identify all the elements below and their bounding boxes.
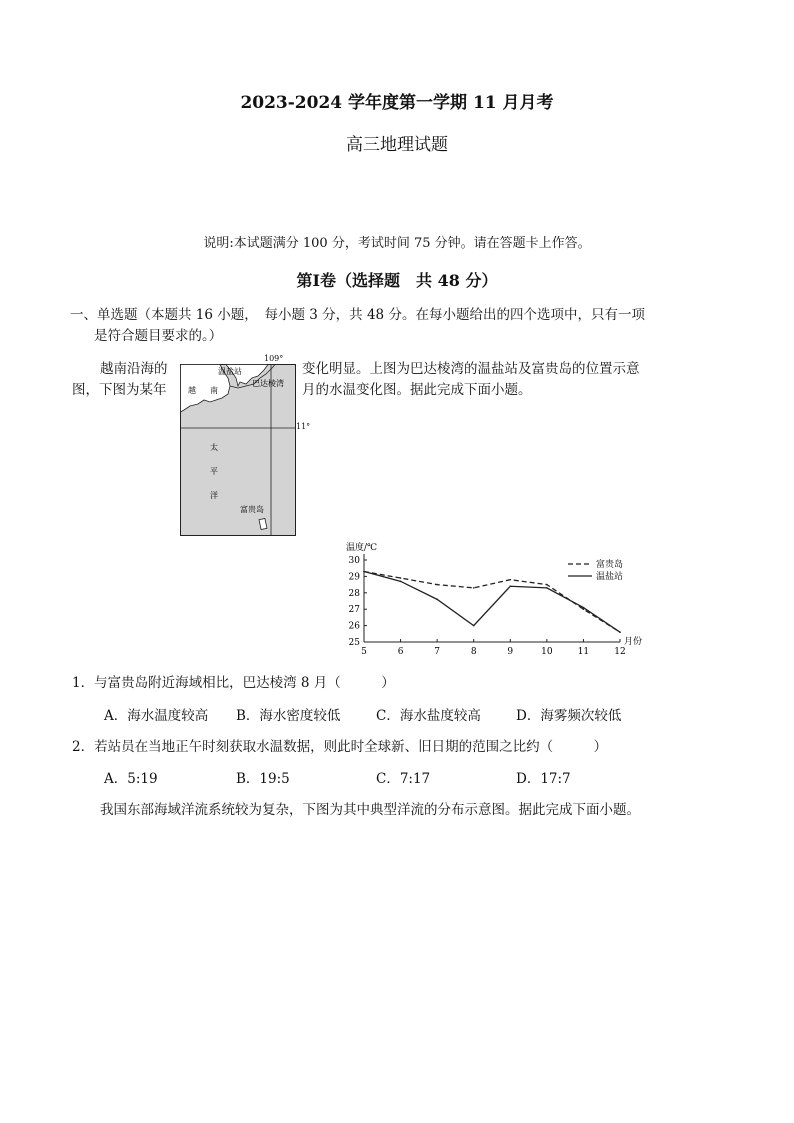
part-intro-line1: 一、单选题（本题共 16 小题， 每小题 3 分，共 48 分。在每小题给出的四个选项中，只有一项: [70, 307, 645, 323]
chart-y-tick-label: 27: [348, 605, 360, 616]
chart-legend-label: 富贵岛: [596, 560, 624, 570]
map-label-longitude: 109°: [264, 354, 284, 363]
chart-data-point: [473, 587, 475, 589]
part-intro-line2: 是符合题目要求的。）: [94, 328, 223, 344]
chart-series-line-1: [364, 571, 620, 632]
chart-x-tick-label: 12: [614, 647, 626, 657]
question-1-option-a[interactable]: A．海水温度较高: [104, 708, 209, 724]
map-label-island: 富贵岛: [240, 505, 264, 514]
map-label-latitude: 11°: [296, 422, 311, 431]
question-1-option-c[interactable]: C．海水盐度较高: [376, 708, 481, 724]
chart-data-point: [400, 581, 402, 583]
map-label-tai: 太: [210, 443, 218, 452]
chart-data-point: [619, 631, 621, 633]
question-2-option-b[interactable]: B．19:5: [236, 771, 290, 787]
chart-data-point: [363, 571, 365, 573]
chart-data-point: [473, 625, 475, 627]
passage1-line2-start: 图，下图为某年: [72, 382, 167, 398]
map-label-viet: 越: [188, 386, 196, 395]
exam-title: 2023-2024 学年度第一学期 11 月月考: [240, 93, 554, 113]
chart-data-point: [436, 584, 438, 586]
chart-x-tick-label: 11: [577, 647, 590, 657]
chart-series-line-2: [364, 571, 620, 632]
chart-y-tick-label: 29: [348, 572, 360, 583]
exam-subtitle: 高三地理试题: [346, 135, 448, 155]
chart-data-point: [509, 585, 511, 587]
passage1-line1-start: 越南沿海的: [100, 361, 168, 377]
chart-y-tick-label: 30: [348, 556, 360, 566]
passage1-line1-end: 变化明显。上图为巴达棱湾的温盐站及富贵岛的位置示意: [302, 361, 640, 377]
chart-y-tick-label: 28: [348, 588, 360, 599]
chart-x-tick-label: 7: [434, 647, 441, 657]
chart-y-tick-label: 26: [348, 621, 360, 632]
chart-data-point: [436, 599, 438, 601]
chart-data-point: [546, 587, 548, 589]
chart-data-point: [546, 584, 548, 586]
question-1-stem: 1．与富贵岛附近海域相比，巴达棱湾 8 月（ ）: [72, 675, 395, 691]
chart-data-point: [400, 577, 402, 579]
chart-x-tick-label: 6: [397, 647, 404, 657]
chart-y-axis-title: 温度/℃: [346, 543, 378, 553]
chart-data-point: [509, 579, 511, 581]
question-2-option-a[interactable]: A．5:19: [104, 771, 158, 787]
chart-x-tick-label: 5: [361, 647, 367, 657]
chart-x-axis-title: 月份: [624, 637, 643, 647]
chart-legend-label: 温盐站: [596, 572, 624, 582]
map-label-yang: 洋: [210, 491, 218, 500]
exam-instructions: 说明:本试题满分 100 分，考试时间 75 分钟。请在答题卡上作答。: [203, 236, 591, 251]
question-2-option-d[interactable]: D．17:7: [516, 771, 571, 787]
map-label-station: 温盐站: [218, 367, 242, 376]
chart-y-tick-label: 25: [348, 638, 360, 648]
water-temperature-chart: [340, 536, 660, 660]
map-label-nam: 南: [210, 386, 218, 395]
section-heading: 第Ⅰ卷（选择题 共 48 分）: [296, 271, 498, 290]
question-1-option-d[interactable]: D．海雾频次较低: [516, 708, 622, 724]
chart-x-tick-label: 8: [470, 647, 477, 657]
map-label-ping: 平: [210, 467, 218, 476]
question-2-stem: 2．若站员在当地正午时刻获取水温数据，则此时全球新、旧日期的范围之比约（ ）: [72, 739, 608, 755]
passage1-line2-end: 月的水温变化图。据此完成下面小题。: [302, 382, 532, 398]
chart-data-point: [583, 607, 585, 609]
map-label-bay: 巴达棱湾: [252, 379, 284, 388]
location-map: [180, 364, 296, 536]
question-1-option-b[interactable]: B．海水密度较低: [236, 708, 341, 724]
chart-x-tick-label: 10: [541, 647, 553, 657]
chart-x-tick-label: 9: [507, 647, 514, 657]
question-2-option-c[interactable]: C．7:17: [376, 771, 431, 787]
passage2-text: 我国东部海域洋流系统较为复杂，下图为其中典型洋流的分布示意图。据此完成下面小题。: [100, 802, 640, 818]
